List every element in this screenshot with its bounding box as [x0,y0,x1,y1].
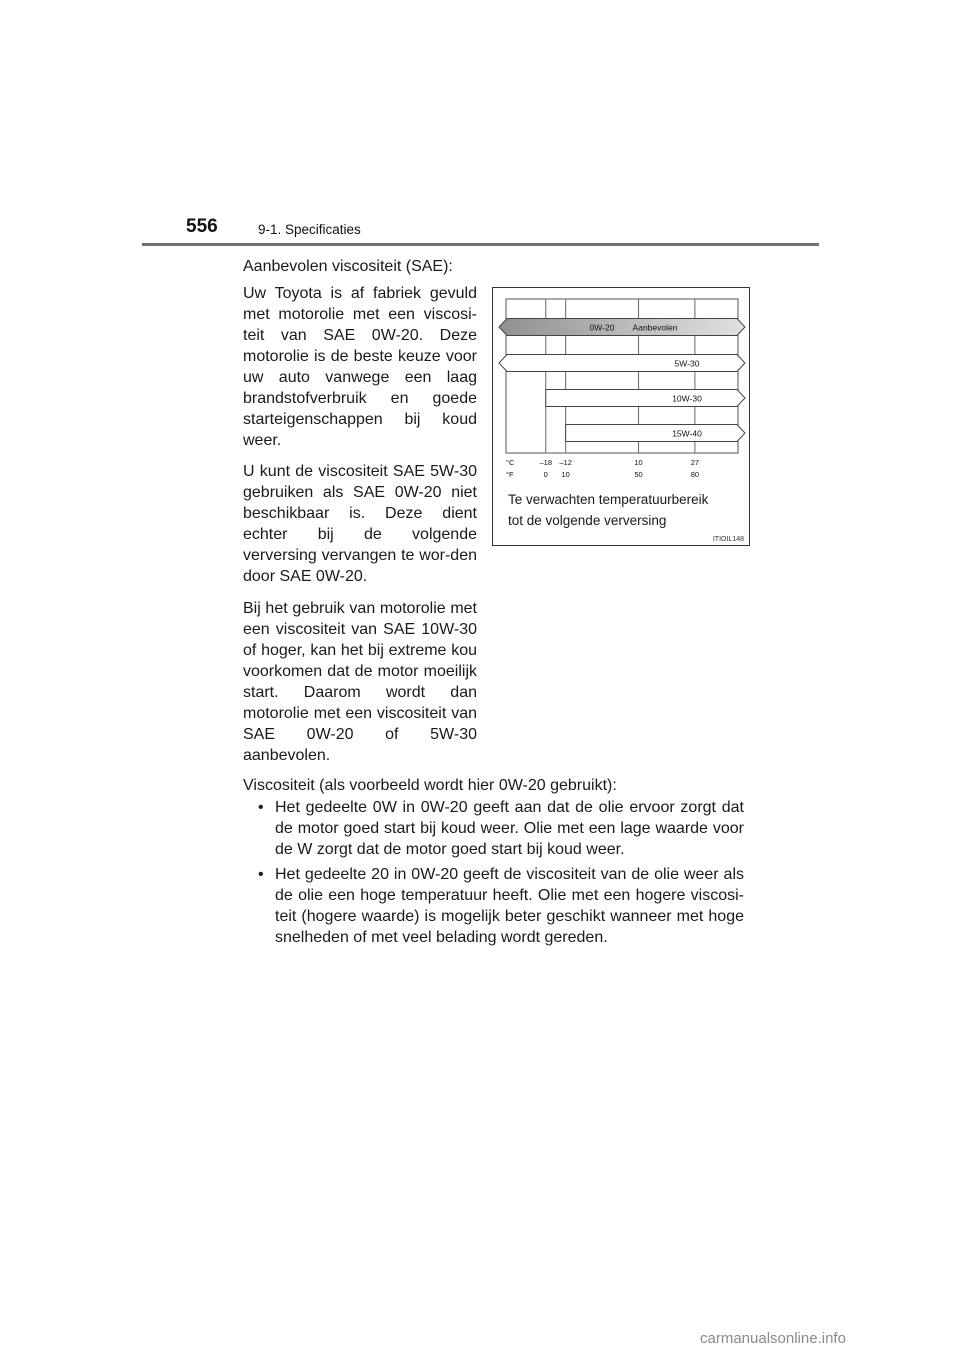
chart-caption-line-1: Te verwachten temperatuurbereik [508,492,709,507]
bar-label: 0W-20 [589,322,615,333]
tick-label: 50 [634,470,643,479]
recommended-label: Aanbevolen [632,322,678,333]
bullet-icon: • [258,799,264,816]
paragraph-factory-oil: Uw Toyota is af fabriek gevuld met motorolie met een viscosi-teit van SAE 0W-20. Deze motorolie is de beste keuze voor uw auto vanwege een laag brandstofverbruik en goede starteigenschappen bij koud weer. [243,285,477,449]
bullet-text: Het gedeelte 0W in 0W-20 geeft aan dat de olie ervoor zorgt dat de motor goed start bij koud weer. Olie met een lage waarde voor de W zorgt dat de motor goed start bij koud weer. [275,799,744,858]
tick-label: –12 [559,458,572,467]
bar-label: 5W-30 [674,358,700,369]
tick-label: 0 [543,470,548,479]
tick-label: –18 [539,458,553,467]
unit-label: °C [506,458,515,467]
tick-label: 10 [561,470,570,479]
bar-15w-40 [566,425,745,442]
bullet-text: Het gedeelte 20 in 0W-20 geeft de viscositeit van de olie weer als de olie een hoge temperatuur heeft. Olie met een hogere viscosi-teit (hogere waarde) is mogelijk beter geschikt wanneer met hoge snelheden of met veel belading wordt gereden. [275,866,744,946]
bar-0w-20 [499,319,745,336]
tick-label: 80 [690,470,700,479]
bar-10w-30 [546,390,745,407]
watermark: carmanualsonline.info [700,1330,846,1347]
figure-code: ITIOIL148 [712,536,744,543]
section-title: 9-1. Specificaties [258,222,361,237]
bar-label: 15W-40 [672,428,702,439]
tick-label: 27 [690,458,700,467]
bullet-icon: • [258,866,264,883]
bar-5w-30 [499,355,745,372]
bullet-item [258,864,744,948]
page-number: 556 [186,216,218,237]
heading: Aanbevolen viscositeit (SAE): [243,258,453,275]
paragraph-alternative-oil: U kunt de viscositeit SAE 5W-30 gebruiken als SAE 0W-20 niet beschikbaar is. Deze dient echter bij de volgende verversing vervangen te wor-den door SAE 0W-20. [243,463,477,585]
viscosity-intro: Viscositeit (als voorbeeld wordt hier 0W-20 gebruikt): [243,777,617,794]
header-rule [142,243,819,246]
bar-label: 10W-30 [672,393,702,404]
tick-label: 10 [634,458,643,467]
unit-label: °F [506,470,514,479]
chart-caption-line-2: tot de volgende verversing [508,513,667,528]
paragraph-cold-start: Bij het gebruik van motorolie met een viscositeit van SAE 10W-30 of hoger, kan het bij extreme kou voorkomen dat de motor moeilijk start. Daarom wordt dan motorolie met een viscositeit van SAE 0W-20 of 5W-30 aanbevolen. [243,600,477,764]
viscosity-chart [492,287,750,546]
bullet-item [258,797,744,860]
